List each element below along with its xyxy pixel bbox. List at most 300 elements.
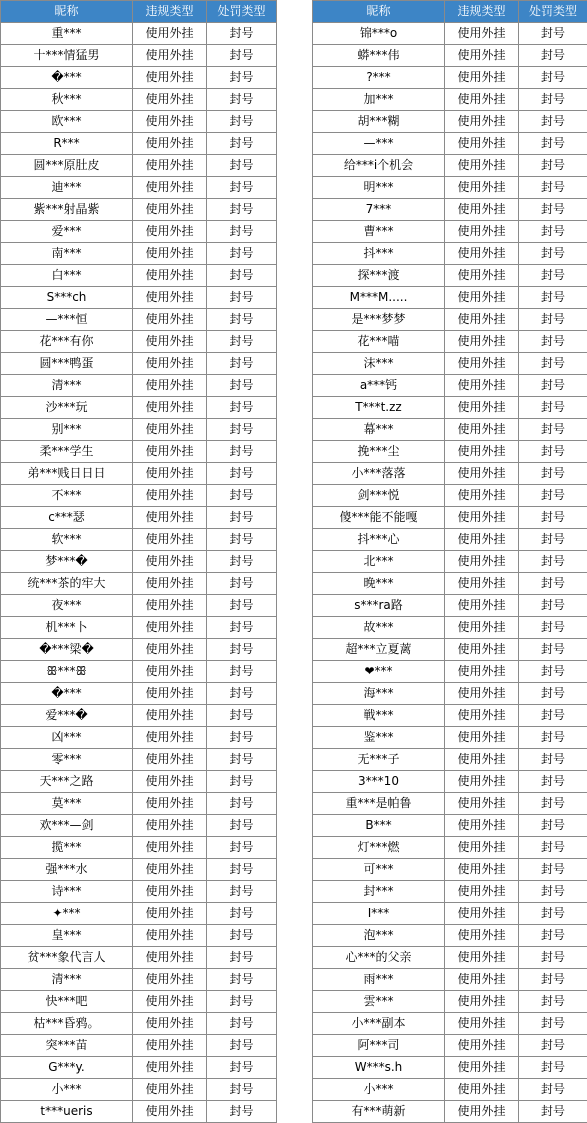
violation-type-cell: 使用外挂: [133, 947, 207, 969]
header-penalty-type: 处罚类型: [207, 1, 277, 23]
violation-type-cell: 使用外挂: [445, 463, 519, 485]
violation-type-cell: 使用外挂: [445, 507, 519, 529]
nickname-cell: W***s.h: [313, 1057, 445, 1079]
violation-type-cell: 使用外挂: [445, 771, 519, 793]
table-row: [1, 507, 277, 529]
penalty-type-cell: 封号: [519, 903, 587, 925]
table-row: [1, 133, 277, 155]
penalty-type-cell: 封号: [519, 67, 587, 89]
nickname-cell: 傻***能不能嘎: [313, 507, 445, 529]
table-row: [1, 749, 277, 771]
table-row: [313, 23, 587, 45]
violation-type-cell: 使用外挂: [133, 23, 207, 45]
nickname-cell: 是***梦梦: [313, 309, 445, 331]
penalty-type-cell: 封号: [207, 485, 277, 507]
penalty-type-cell: 封号: [519, 1101, 587, 1123]
table-row: [313, 661, 587, 683]
violation-type-cell: 使用外挂: [133, 749, 207, 771]
header-nickname: 昵称: [1, 1, 133, 23]
violation-type-cell: 使用外挂: [133, 1079, 207, 1101]
table-row: [1, 793, 277, 815]
penalty-type-cell: 封号: [207, 155, 277, 177]
violation-type-cell: 使用外挂: [445, 419, 519, 441]
table-row: [313, 1013, 587, 1035]
penalty-type-cell: 封号: [207, 617, 277, 639]
nickname-cell: 探***渡: [313, 265, 445, 287]
nickname-cell: 白***: [1, 265, 133, 287]
violation-type-cell: 使用外挂: [445, 67, 519, 89]
violation-type-cell: 使用外挂: [445, 991, 519, 1013]
table-row: [1, 947, 277, 969]
violation-type-cell: 使用外挂: [445, 199, 519, 221]
header-nickname: 昵称: [313, 1, 445, 23]
violation-type-cell: 使用外挂: [445, 617, 519, 639]
violation-type-cell: 使用外挂: [133, 991, 207, 1013]
nickname-cell: 超***立夏蓠: [313, 639, 445, 661]
violation-type-cell: 使用外挂: [445, 441, 519, 463]
penalty-type-cell: 封号: [519, 683, 587, 705]
violation-type-cell: 使用外挂: [133, 1035, 207, 1057]
penalty-type-cell: 封号: [519, 617, 587, 639]
nickname-cell: 沙***玩: [1, 397, 133, 419]
nickname-cell: 故***: [313, 617, 445, 639]
violation-type-cell: 使用外挂: [445, 155, 519, 177]
table-row: [1, 67, 277, 89]
header-violation-type: 违规类型: [445, 1, 519, 23]
nickname-cell: 夜***: [1, 595, 133, 617]
table-row: [313, 925, 587, 947]
penalty-type-cell: 封号: [519, 177, 587, 199]
table-row: [1, 23, 277, 45]
table-row: [1, 419, 277, 441]
table-row: [313, 265, 587, 287]
penalty-type-cell: 封号: [519, 859, 587, 881]
nickname-cell: s***ra路: [313, 595, 445, 617]
violation-type-cell: 使用外挂: [133, 287, 207, 309]
violation-type-cell: 使用外挂: [133, 617, 207, 639]
table-row: [1, 309, 277, 331]
nickname-cell: 零***: [1, 749, 133, 771]
penalty-type-cell: 封号: [207, 309, 277, 331]
table-row: [1, 1035, 277, 1057]
penalty-type-cell: 封号: [207, 991, 277, 1013]
table-row: [313, 881, 587, 903]
table-row: [313, 67, 587, 89]
ban-table-right: [312, 0, 587, 1123]
nickname-cell: 迪***: [1, 177, 133, 199]
nickname-cell: 挽***尘: [313, 441, 445, 463]
penalty-type-cell: 封号: [207, 749, 277, 771]
penalty-type-cell: 封号: [207, 133, 277, 155]
table-row: [313, 859, 587, 881]
nickname-cell: 枯***昏鸦。: [1, 1013, 133, 1035]
nickname-cell: 无***子: [313, 749, 445, 771]
violation-type-cell: 使用外挂: [133, 463, 207, 485]
nickname-cell: 不***: [1, 485, 133, 507]
table-row: [313, 309, 587, 331]
nickname-cell: 圆***原肚皮: [1, 155, 133, 177]
nickname-cell: I***: [313, 903, 445, 925]
penalty-type-cell: 封号: [207, 397, 277, 419]
table-row: [313, 529, 587, 551]
nickname-cell: 沫***: [313, 353, 445, 375]
penalty-type-cell: 封号: [207, 529, 277, 551]
violation-type-cell: 使用外挂: [445, 595, 519, 617]
nickname-cell: 南***: [1, 243, 133, 265]
violation-type-cell: 使用外挂: [445, 859, 519, 881]
penalty-type-cell: 封号: [519, 1013, 587, 1035]
table-row: [1, 969, 277, 991]
table-row: [313, 683, 587, 705]
table-row: [313, 793, 587, 815]
nickname-cell: 阿***司: [313, 1035, 445, 1057]
violation-type-cell: 使用外挂: [133, 529, 207, 551]
nickname-cell: 皇***: [1, 925, 133, 947]
table-row: [1, 727, 277, 749]
violation-type-cell: 使用外挂: [133, 331, 207, 353]
violation-type-cell: 使用外挂: [445, 89, 519, 111]
table-row: [313, 551, 587, 573]
violation-type-cell: 使用外挂: [133, 727, 207, 749]
nickname-cell: 心***的父亲: [313, 947, 445, 969]
violation-type-cell: 使用外挂: [445, 705, 519, 727]
nickname-cell: 明***: [313, 177, 445, 199]
nickname-cell: M***M.....: [313, 287, 445, 309]
ban-table-left: [0, 0, 277, 1123]
nickname-cell: �***: [1, 67, 133, 89]
nickname-cell: 雲***: [313, 991, 445, 1013]
violation-type-cell: 使用外挂: [445, 881, 519, 903]
penalty-type-cell: 封号: [207, 463, 277, 485]
violation-type-cell: 使用外挂: [445, 375, 519, 397]
violation-type-cell: 使用外挂: [445, 793, 519, 815]
penalty-type-cell: 封号: [519, 727, 587, 749]
nickname-cell: 揽***: [1, 837, 133, 859]
penalty-type-cell: 封号: [207, 771, 277, 793]
violation-type-cell: 使用外挂: [445, 683, 519, 705]
table-row: [1, 111, 277, 133]
table-row: [313, 991, 587, 1013]
table-row: [1, 199, 277, 221]
nickname-cell: 重***是帕鲁: [313, 793, 445, 815]
penalty-type-cell: 封号: [207, 177, 277, 199]
violation-type-cell: 使用外挂: [133, 67, 207, 89]
table-row: [313, 133, 587, 155]
table-row: [313, 573, 587, 595]
violation-type-cell: 使用外挂: [133, 111, 207, 133]
nickname-cell: 胡***糊: [313, 111, 445, 133]
violation-type-cell: 使用外挂: [133, 309, 207, 331]
penalty-type-cell: 封号: [519, 89, 587, 111]
nickname-cell: ❤***: [313, 661, 445, 683]
nickname-cell: 鉴***: [313, 727, 445, 749]
penalty-type-cell: 封号: [519, 551, 587, 573]
penalty-type-cell: 封号: [519, 639, 587, 661]
penalty-type-cell: 封号: [519, 749, 587, 771]
nickname-cell: G***y.: [1, 1057, 133, 1079]
table-row: [1, 617, 277, 639]
table-row: [1, 815, 277, 837]
nickname-cell: 梦***�: [1, 551, 133, 573]
nickname-cell: 紫***射晶紫: [1, 199, 133, 221]
penalty-type-cell: 封号: [519, 595, 587, 617]
table-row: [1, 397, 277, 419]
penalty-type-cell: 封号: [207, 441, 277, 463]
penalty-type-cell: 封号: [207, 265, 277, 287]
nickname-cell: 别***: [1, 419, 133, 441]
nickname-cell: 秋***: [1, 89, 133, 111]
violation-type-cell: 使用外挂: [445, 177, 519, 199]
violation-type-cell: 使用外挂: [445, 287, 519, 309]
table-row: [1, 155, 277, 177]
penalty-type-cell: 封号: [519, 397, 587, 419]
header-penalty-type: 处罚类型: [519, 1, 587, 23]
violation-type-cell: 使用外挂: [133, 859, 207, 881]
violation-type-cell: 使用外挂: [445, 397, 519, 419]
violation-type-cell: 使用外挂: [445, 749, 519, 771]
penalty-type-cell: 封号: [207, 331, 277, 353]
violation-type-cell: 使用外挂: [133, 89, 207, 111]
nickname-cell: 给***i个机会: [313, 155, 445, 177]
penalty-type-cell: 封号: [519, 815, 587, 837]
table-row: [313, 199, 587, 221]
penalty-type-cell: 封号: [519, 529, 587, 551]
penalty-type-cell: 封号: [519, 991, 587, 1013]
table-row: [313, 419, 587, 441]
table-row: [1, 925, 277, 947]
nickname-cell: 诗***: [1, 881, 133, 903]
penalty-type-cell: 封号: [207, 67, 277, 89]
violation-type-cell: 使用外挂: [445, 45, 519, 67]
nickname-cell: S***ch: [1, 287, 133, 309]
penalty-type-cell: 封号: [519, 463, 587, 485]
penalty-type-cell: 封号: [207, 45, 277, 67]
penalty-type-cell: 封号: [519, 705, 587, 727]
penalty-type-cell: 封号: [207, 969, 277, 991]
table-row: [1, 441, 277, 463]
table-row: [313, 441, 587, 463]
violation-type-cell: 使用外挂: [133, 375, 207, 397]
violation-type-cell: 使用外挂: [133, 177, 207, 199]
violation-type-cell: 使用外挂: [133, 1013, 207, 1035]
table-row: [313, 463, 587, 485]
penalty-type-cell: 封号: [207, 683, 277, 705]
table-row: [313, 1057, 587, 1079]
penalty-type-cell: 封号: [519, 661, 587, 683]
penalty-type-cell: 封号: [519, 133, 587, 155]
nickname-cell: 灯***燃: [313, 837, 445, 859]
nickname-cell: 强***水: [1, 859, 133, 881]
table-row: [313, 45, 587, 67]
penalty-type-cell: 封号: [519, 1035, 587, 1057]
table-row: [1, 595, 277, 617]
violation-type-cell: 使用外挂: [133, 705, 207, 727]
penalty-type-cell: 封号: [519, 331, 587, 353]
penalty-type-cell: 封号: [207, 705, 277, 727]
table-row: [1, 683, 277, 705]
nickname-cell: 有***萌新: [313, 1101, 445, 1123]
nickname-cell: 3***10: [313, 771, 445, 793]
table-row: [313, 749, 587, 771]
table-row: [313, 111, 587, 133]
nickname-cell: ✦***: [1, 903, 133, 925]
table-row: [313, 177, 587, 199]
penalty-type-cell: 封号: [207, 199, 277, 221]
penalty-type-cell: 封号: [207, 837, 277, 859]
penalty-type-cell: 封号: [519, 243, 587, 265]
table-row: [313, 815, 587, 837]
violation-type-cell: 使用外挂: [133, 551, 207, 573]
penalty-type-cell: 封号: [207, 815, 277, 837]
penalty-type-cell: 封号: [207, 639, 277, 661]
table-row: [313, 1079, 587, 1101]
violation-type-cell: 使用外挂: [133, 815, 207, 837]
nickname-cell: 天***之路: [1, 771, 133, 793]
nickname-cell: 柔***学生: [1, 441, 133, 463]
penalty-type-cell: 封号: [519, 837, 587, 859]
nickname-cell: a***钙: [313, 375, 445, 397]
table-row: [313, 639, 587, 661]
violation-type-cell: 使用外挂: [133, 221, 207, 243]
penalty-type-cell: 封号: [519, 23, 587, 45]
nickname-cell: 清***: [1, 375, 133, 397]
penalty-type-cell: 封号: [519, 771, 587, 793]
nickname-cell: 海***: [313, 683, 445, 705]
violation-type-cell: 使用外挂: [445, 1013, 519, 1035]
penalty-type-cell: 封号: [207, 111, 277, 133]
violation-type-cell: 使用外挂: [445, 485, 519, 507]
table-row: [313, 353, 587, 375]
violation-type-cell: 使用外挂: [133, 837, 207, 859]
penalty-type-cell: 封号: [519, 419, 587, 441]
violation-type-cell: 使用外挂: [133, 683, 207, 705]
nickname-cell: ꕥ***ꕥ: [1, 661, 133, 683]
penalty-type-cell: 封号: [207, 947, 277, 969]
penalty-type-cell: 封号: [207, 903, 277, 925]
nickname-cell: 小***: [313, 1079, 445, 1101]
penalty-type-cell: 封号: [207, 881, 277, 903]
violation-type-cell: 使用外挂: [445, 1035, 519, 1057]
nickname-cell: c***瑟: [1, 507, 133, 529]
penalty-type-cell: 封号: [207, 1057, 277, 1079]
violation-type-cell: 使用外挂: [445, 1057, 519, 1079]
nickname-cell: 小***: [1, 1079, 133, 1101]
table-row: [1, 1013, 277, 1035]
nickname-cell: 欢***—剑: [1, 815, 133, 837]
table-row: [313, 243, 587, 265]
nickname-cell: 小***落落: [313, 463, 445, 485]
nickname-cell: 弟***贱日日日: [1, 463, 133, 485]
nickname-cell: T***t.zz: [313, 397, 445, 419]
penalty-type-cell: 封号: [519, 155, 587, 177]
table-row: [313, 331, 587, 353]
table-row: [313, 837, 587, 859]
violation-type-cell: 使用外挂: [445, 309, 519, 331]
penalty-type-cell: 封号: [519, 265, 587, 287]
penalty-type-cell: 封号: [207, 243, 277, 265]
violation-type-cell: 使用外挂: [133, 133, 207, 155]
table-row: [1, 177, 277, 199]
violation-type-cell: 使用外挂: [133, 243, 207, 265]
table-row: [1, 661, 277, 683]
penalty-type-cell: 封号: [519, 353, 587, 375]
violation-type-cell: 使用外挂: [445, 353, 519, 375]
table-row: [313, 617, 587, 639]
nickname-cell: 突***苗: [1, 1035, 133, 1057]
table-row: [313, 705, 587, 727]
penalty-type-cell: 封号: [207, 573, 277, 595]
table-row: [313, 287, 587, 309]
violation-type-cell: 使用外挂: [133, 397, 207, 419]
penalty-type-cell: 封号: [207, 595, 277, 617]
penalty-type-cell: 封号: [519, 221, 587, 243]
violation-type-cell: 使用外挂: [445, 815, 519, 837]
penalty-type-cell: 封号: [519, 925, 587, 947]
penalty-type-cell: 封号: [207, 793, 277, 815]
penalty-type-cell: 封号: [207, 727, 277, 749]
violation-type-cell: 使用外挂: [445, 1101, 519, 1123]
nickname-cell: 抖***心: [313, 529, 445, 551]
nickname-cell: 凶***: [1, 727, 133, 749]
violation-type-cell: 使用外挂: [445, 903, 519, 925]
table-row: [1, 1057, 277, 1079]
penalty-type-cell: 封号: [207, 1013, 277, 1035]
violation-type-cell: 使用外挂: [133, 969, 207, 991]
nickname-cell: 十***情猛男: [1, 45, 133, 67]
nickname-cell: 圆***鸭蛋: [1, 353, 133, 375]
violation-type-cell: 使用外挂: [445, 947, 519, 969]
table-row: [1, 1079, 277, 1101]
penalty-type-cell: 封号: [519, 45, 587, 67]
table-row: [313, 155, 587, 177]
penalty-type-cell: 封号: [207, 859, 277, 881]
penalty-type-cell: 封号: [207, 925, 277, 947]
nickname-cell: 花***有你: [1, 331, 133, 353]
penalty-type-cell: 封号: [519, 1057, 587, 1079]
nickname-cell: 莫***: [1, 793, 133, 815]
table-row: [1, 89, 277, 111]
violation-type-cell: 使用外挂: [133, 639, 207, 661]
penalty-type-cell: 封号: [519, 1079, 587, 1101]
nickname-cell: 机***卜: [1, 617, 133, 639]
violation-type-cell: 使用外挂: [445, 969, 519, 991]
nickname-cell: —***恒: [1, 309, 133, 331]
nickname-cell: 北***: [313, 551, 445, 573]
penalty-type-cell: 封号: [519, 375, 587, 397]
table-row: [1, 529, 277, 551]
table-row: [313, 485, 587, 507]
penalty-type-cell: 封号: [207, 23, 277, 45]
nickname-cell: 戦***: [313, 705, 445, 727]
table-row: [313, 397, 587, 419]
table-row: [313, 1035, 587, 1057]
violation-type-cell: 使用外挂: [133, 45, 207, 67]
violation-type-cell: 使用外挂: [133, 199, 207, 221]
nickname-cell: 锦***o: [313, 23, 445, 45]
violation-type-cell: 使用外挂: [133, 265, 207, 287]
table-row: [1, 859, 277, 881]
nickname-cell: �***: [1, 683, 133, 705]
table-row: [313, 375, 587, 397]
penalty-type-cell: 封号: [207, 353, 277, 375]
violation-type-cell: 使用外挂: [445, 639, 519, 661]
nickname-cell: 快***吧: [1, 991, 133, 1013]
table-row: [1, 881, 277, 903]
table-row: [1, 639, 277, 661]
nickname-cell: �***梁�: [1, 639, 133, 661]
penalty-type-cell: 封号: [207, 221, 277, 243]
header-row: [313, 1, 587, 23]
